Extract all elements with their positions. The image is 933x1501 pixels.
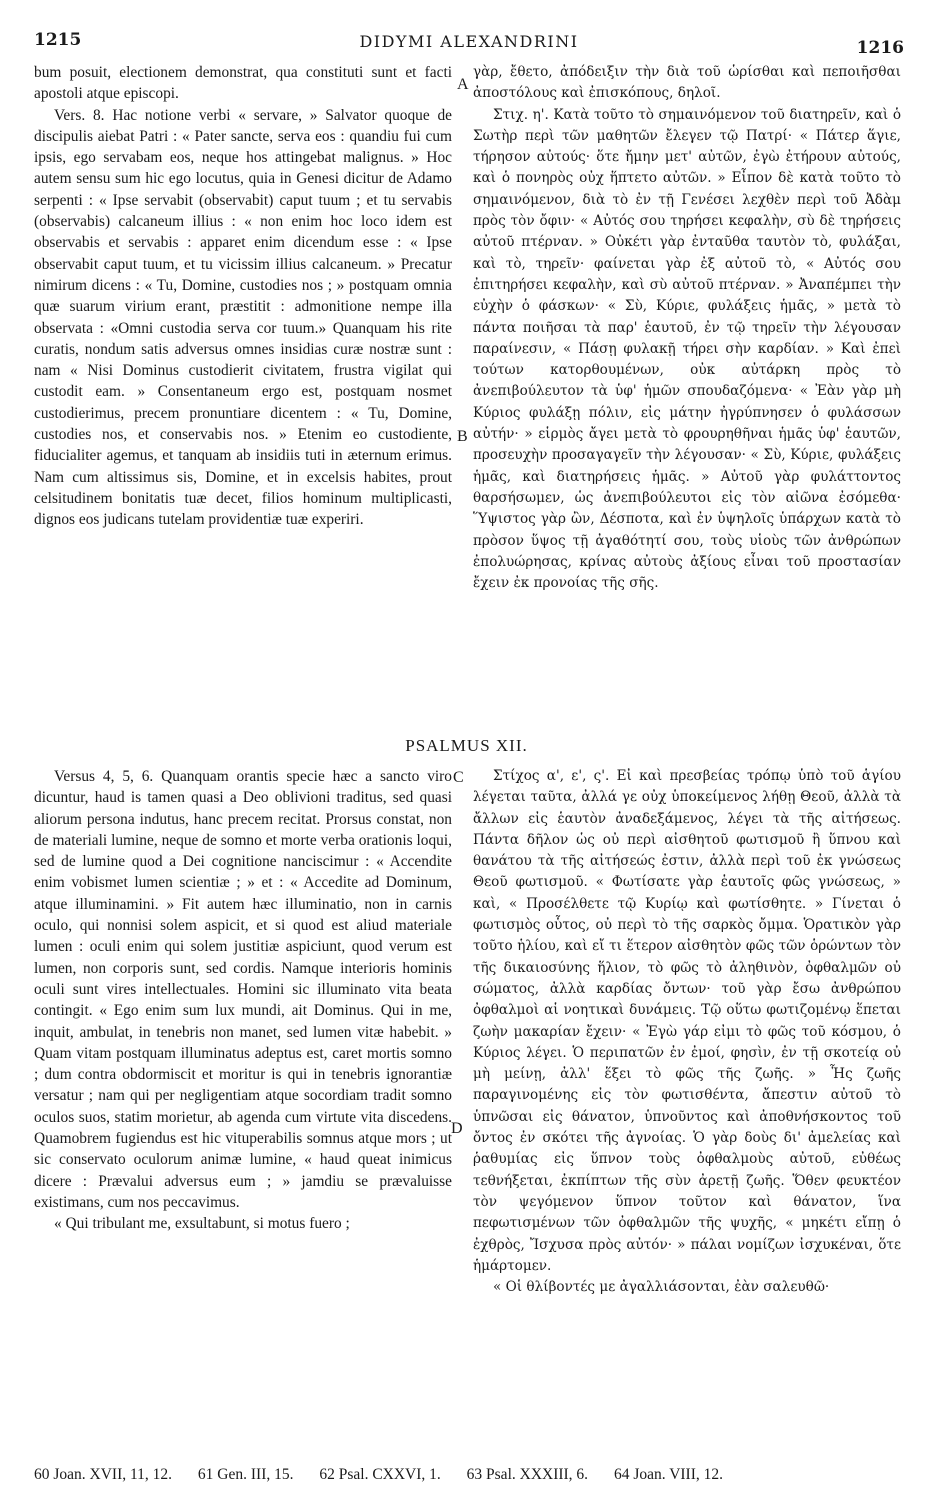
- greek-column-section2: [473, 766, 901, 1298]
- margin-marker-b: B: [457, 428, 468, 445]
- latin-paragraph: Vers. 8. Hac notione verbi « servare, » Salvator quoque de discipulis aiebat Patri : « Pater sancte, serva eos : quandiu fui cum ipsis, ego servabam eos, neque hos attingebat malignus. » Hoc autem sensu sum hic ego locutus, quia in Genesi dicitur de Adamo serpenti : « Ipse servabit (observabit) caput tuum ; et tu servabis (observabis) calcaneum illius : « non enim hoc loco idem est observabis et servabis : apparet enim dicendum esse : « Ipse observabit caput tuum, et tu vicissim illius calcaneum. » Precatur nimirum dicens : « Tu, Domine, custodies nos ; » postquam omnia quæ suarum virium erant, præstitit : admonitione nempe illa observata : «Omni custodia serva cor tuum.» Quanquam his rite curatis, nondum satis adversus omnes insidias curæ nostræ sunt : nam « Nisi Dominus custodierit civitatem, frustra vigilat qui custodit eam. » Consentaneum ergo est, postquam nosmet custodierimus, precem pronuntiare dicentem : « Tu, Domine, custodies nos, et conservabis nos. » Etenim eo custodiente, fiducialiter agemus, et tanquam ab insidiis tuti in æternum erimus. Nam cum altissimus sis, Domine, et in excelsis habites, prout celsitudinem bonitatis tuæ decet, filios hominum multiplicasti, dignos eos judicans tutelam providentiæ tuæ experiri.: [34, 106, 452, 529]
- latin-paragraph: bum posuit, electionem demonstrat, qua constituti sunt et facti apostoli atque episcopi.: [34, 64, 452, 103]
- greek-column-section1: [473, 62, 901, 594]
- greek-paragraph: Στίχος α', ε', ς'. Εἰ καὶ πρεσβείας τρόπῳ ὑπὸ τοῦ ἁγίου λέγεται ταῦτα, ἀλλά γε οὐχ ὑποκείμενος λήθῃ Θεοῦ, ἀλλὰ τὰ ἄλλων εἰς ἑαυτὸν ἀναδεξάμενος, λέγει τὰ τῆς αἰτήσεως. Πάντα δῆλον ὡς οὐ περὶ αἰσθητοῦ φωτισμοῦ ἢ ὕπνου καὶ θανάτου τὰ τῆς αἰτήσεώς ἐστιν, ἀλλὰ περὶ τοῦ ἐκ γνώσεως Θεοῦ φωτισμοῦ. « Φωτίσατε γὰρ ἑαυτοῖς φῶς γνώσεως, » καὶ, « Προσέλθετε τῷ Κυρίῳ καὶ φωτίσθητε. » Γίνεται ὁ φωτισμὸς οὗτος, οὐ περὶ τὸ τῆς σαρκὸς ὄμμα. Ὁρατικὸν γὰρ τοῦτο ἡλίου, καὶ εἴ τι ἕτερον αἰσθητὸν φῶς τῶν ὁρώντων τὸν τῆς δικαιοσύνης ἥλιον, τὸ φῶς τὸ ἀληθινὸν, ὀφθαλμῶν οὐ σώματος, ἀλλὰ καρδίας ὄντων· τοῦ γὰρ ἔσω ἀνθρώπου ὀφθαλμοὶ αἱ νοητικαὶ δυνάμεις. Τῷ οὕτω φωτιζομένῳ ἕπεται ζωὴν μακαρίαν ἔχειν· « Ἐγὼ γάρ εἰμι τὸ φῶς τοῦ κόσμου, ὁ Κύριος λέγει. Ὁ περιπατῶν ἐν ἐμοί, φησὶν, ἐν τῇ σκοτείᾳ οὐ μὴ μείνῃ, ἀλλ' ἕξει τὸ φῶς τῆς ζωῆς. » Ἧς ζωῆς παραγινομένης εἰς τὸν φωτισθέντα, ἄπεστιν αὐτοῦ τὸ ὑπνῶσαι εἰς θάνατον, ὑπνοῦντος καὶ ἀποθνήσκοντος τοῦ ὄντος ἐν σκότει τῆς ἀγνοίας. Ὁ γὰρ δοὺς δι' ἀμελείας καὶ ῥαθυμίας εἰς ὕπνον τοὺς ὀφθαλμοὺς αὐτοῦ, εὐθέως τεθνήξεται, ἐκπίπτων τῆς σὺν ἀρετῇ ζωῆς. Ὅθεν φευκτέον τὸν ψεγόμενον ὕπνον τοῦτον καὶ θάνατον, ἵνα πεφωτισμένων τῶν ὀφθαλμῶν τῆς ψυχῆς, « μηκέτι εἴπῃ ὁ ἐχθρὸς, Ἴσχυσα πρὸς αὐτόν· » πάλαι νομίζων ἰσχυκέναι, ὅτε ἡμάρτομεν.: [473, 768, 901, 1274]
- latin-paragraph: Versus 4, 5, 6. Quanquam orantis specie hæc a sancto viro dicuntur, haud is tamen quasi a Deo oblivioni traditus, sed quasi aliorum persona indutus, hanc precem recitat. Prorsus constat, non de materiali lumine, neque de somno et morte verba orationis loqui, sed de lumine quod a Dei cognitione nanciscimur : « Accendite enim vobismet lumen scientiæ ; » et : « Accedite ad Dominum, atque illuminamini. » Fit autem hæc illuminatio, non in carnis oculo, qui nonnisi solem aspicit, et si quod est aliud materiale lumen : oculi enim qui solem justitiæ aspiciunt, quod verum est lumen, non corporis sunt, sed cordis. Namque interioris hominis oculi sunt vires intellectuales. Homini sic illuminato vita beata contingit. « Ego enim sum lux mundi, ait Dominus. Qui in me, inquit, ambulat, in tenebris non manet, sed lumen vitæ habebit. » Quam vitam postquam illuminatus adeptus est, caret mortis somno ; dum contra obdormiscit et moritur is qui in tenebris ignorantiæ versatur ; nam qui per negligentiam atque socordiam tradit somno oculos suos, statim morietur, ab agenda cum virtute vita discedens. Quamobrem fugiendus est hic vituperabilis somnus atque mors ; ut sic conservato oculorum animæ lumine, « haud queat inimicus dicere : Prævalui adversus eum ; » jamdiu se prævaluisse existimans, cum nos peccavimus.: [34, 768, 452, 1211]
- latin-paragraph: « Qui tribulant me, exsultabunt, si motus fuero ;: [54, 1215, 350, 1233]
- margin-marker-d: D: [451, 1120, 463, 1137]
- greek-paragraph: « Οἱ θλίβοντές με ἀγαλλιάσονται, ἐὰν σαλευθῶ·: [493, 1279, 830, 1296]
- margin-marker-c: C: [453, 769, 464, 786]
- greek-paragraph: Στιχ. η'. Κατὰ τοῦτο τὸ σημαινόμενον τοῦ διατηρεῖν, καὶ ὁ Σωτὴρ περὶ τῶν μαθητῶν ἔλεγεν τῷ Πατρί· « Πάτερ ἅγιε, τήρησον αὐτούς· ὅτε ἤμην μετ' αὐτῶν, ἐγὼ ἐτήρουν αὐτούς, καὶ ὁ πονηρὸς οὐχ ἥπτετο αὐτῶν. » Εἶπον δὲ κατὰ τοῦτο τὸ σημαινόμενον, διὰ τὸ ἐν τῇ Γενέσει λεχθὲν περὶ τοῦ Ἀδὰμ πρὸς τὸν ὄφιν· « Αὐτός σου τηρήσει κεφαλὴν, σὺ δὲ τηρήσεις αὐτοῦ πτέρναν. » Οὐκέτι γὰρ ἐνταῦθα ταυτὸν τὸ, φυλάξαι, καὶ τὸ, τηρεῖν· φαίνεται γὰρ ἐξ αὐτοῦ τὸ, « Αὐτός σου ἐπιτηρήσει κεφαλὴν, καὶ σὺ αὐτοῦ πτέρναν. » Ἀναπέμπει τὴν εὐχὴν ὁ φάσκων· « Σὺ, Κύριε, φυλάξεις ἡμᾶς, » μετὰ τὸ πάντα ποιῆσαι τὰ παρ' ἑαυτοῦ, ἐν τῷ τηρεῖν τὴν λέγουσαν παραίνεσιν, « Πάσῃ φυλακῇ τήρει σὴν καρδίαν. » Καὶ ἐπεὶ τούτων κατορθουμένων, οὐκ αὐτάρκη πρὸς τὸ ἀνεπιβούλευτον τὰ ὑφ' ἡμῶν σπουδαζόμενα· « Ἐὰν γὰρ μὴ Κύριος φυλάξῃ πόλιν, εἰς μάτην ἠγρύπνησεν ὁ φυλάσσων αὐτήν· » εἱρμὸς ἄγει μετὰ τὸ φρουρηθῆναι ἡμᾶς ὑφ' ἑαυτῶν, προσευχὴν προσαγαγεῖν τὴν λέγουσαν· « Σὺ, Κύριε, φυλάξεις ἡμᾶς, καὶ διατηρήσεις ἡμᾶς. » Αὐτοῦ γὰρ φυλάττοντος θαρσήσωμεν, ὡς ἀνεπιβούλευτοι εἰς τὸν αἰῶνα ἐσόμεθα· Ὕψιστος γὰρ ὢν, Δέσποτα, καὶ ἐν ὑψηλοῖς ὑπάρχων κατὰ τὸ πρὸσον ὕψος τῇ ἀγαθότητί σου, τοὺς υἱοὺς τῶν ἀνθρώπων ἐπολυώρησας, κρίνας αὐτοὺς ἀξίους εἶναι τοῦ προστασίαν ἔχειν ἐκ προνοίας τῆς σῆς.: [473, 106, 901, 592]
- latin-column-section2: [34, 766, 452, 1235]
- footnote: 61 Gen. III, 15.: [197, 1466, 294, 1483]
- page-header: [34, 30, 904, 56]
- greek-paragraph: γὰρ, ἔθετο, ἀπόδειξιν τὴν διὰ τοῦ ὡρίσθαι καὶ πεποιῆσθαι ἀποστόλους καὶ ἐπισκόπους, δηλοῖ.: [473, 64, 901, 102]
- footnote: 64 Joan. VIII, 12.: [613, 1466, 723, 1483]
- footnote: 62 Psal. CXXVI, 1.: [319, 1466, 441, 1483]
- footnotes: [34, 1466, 904, 1484]
- psalm-heading: PSALMUS XII.: [405, 736, 528, 755]
- margin-marker-a: A: [457, 76, 469, 93]
- latin-column-section1: [34, 62, 452, 531]
- page-number-left: 1215: [34, 30, 82, 50]
- page-number-right: 1216: [856, 38, 904, 58]
- running-title: DIDYMI ALEXANDRINI: [359, 32, 579, 51]
- footnote: 60 Joan. XVII, 11, 12.: [34, 1466, 173, 1483]
- footnote: 63 Psal. XXXIII, 6.: [466, 1466, 589, 1483]
